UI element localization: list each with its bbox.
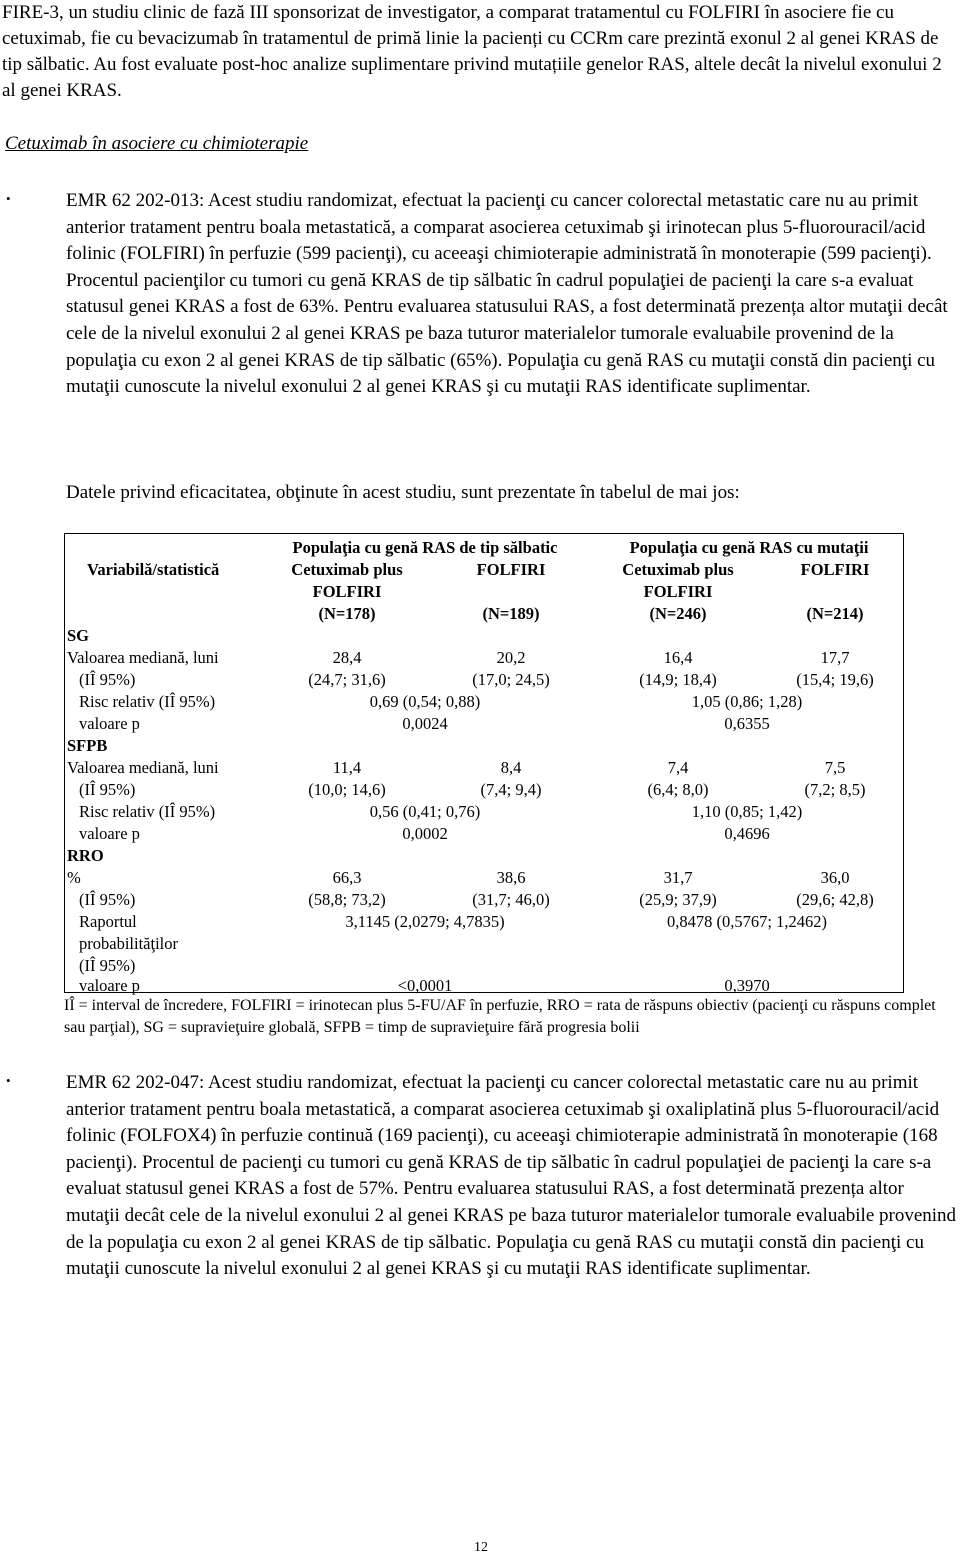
row-label: probabilităţilor bbox=[79, 934, 178, 953]
table-intro: Datele privind eficacitatea, obţinute în acest studiu, sunt prezentate în tabelul de mai jos: bbox=[66, 482, 740, 503]
n-value: (N=189) bbox=[482, 604, 540, 623]
table-cell: 20,2 bbox=[496, 648, 526, 667]
sfpb-heading: SFPB bbox=[67, 736, 108, 755]
table-cell: 8,4 bbox=[500, 758, 522, 777]
table-footnote: IÎ = interval de încredere, FOLFIRI = irinotecan plus 5-FU/AF în perfuzie, RRO = rata de răspuns obiectiv (pacienţi cu răspuns complet sau parţial), SG = supravieţuire globală, SFPB = timp de supravieţuire fără progresia bolii bbox=[64, 997, 936, 1036]
table-cell: <0,0001 bbox=[397, 976, 453, 995]
table-cell: (10,0; 14,6) bbox=[308, 780, 386, 799]
table-cell: 28,4 bbox=[332, 648, 362, 667]
table-cell: 0,8478 (0,5767; 1,2462) bbox=[667, 912, 827, 931]
table-cell: 0,56 (0,41; 0,76) bbox=[369, 802, 481, 821]
study-1-paragraph: EMR 62 202-013: Acest studiu randomizat, efectuat la pacienţi cu cancer colorectal metastatic care nu au primit anterior tratament pentru boala metastatică, a comparat asocierea cetuximab şi irinotecan plus 5-fluorouracil/acid folinic (FOLFIRI) în perfuzie (599 pacienţi), cu aceeaşi chimioterapie administrată în monoterapie (599 pacienţi). Procentul pacienţilor cu tumori cu genă KRAS de tip sălbatic în cadrul populaţiei de pacienţi la care s-a evaluat statusul genei KRAS a fost de 63%. Pentru evaluarea statusului RAS, a fost determinată prezența altor mutaţii decât cele de la nivelul exonului 2 al genei KRAS pe baza tuturor materialelor tumorale evaluabile provenind de la populaţia cu exon 2 al genei KRAS de tip sălbatic (65%). Populaţia cu genă RAS cu mutaţii constă din pacienţi cu mutaţii cunoscute la nivelul exonului 2 al genei KRAS şi cu mutaţii RAS identificate suplimentar. bbox=[66, 190, 948, 398]
table-cell: (6,4; 8,0) bbox=[647, 780, 709, 799]
row-label: Raportul bbox=[79, 912, 137, 931]
table-cell: 66,3 bbox=[332, 868, 362, 887]
table-cell: (17,0; 24,5) bbox=[472, 670, 550, 689]
col-header: FOLFIRI bbox=[643, 582, 713, 601]
table-cell: 11,4 bbox=[332, 758, 362, 777]
table-cell: 1,10 (0,85; 1,42) bbox=[691, 802, 803, 821]
table-cell: 17,7 bbox=[820, 648, 850, 667]
table-cell: 0,0002 bbox=[402, 824, 448, 843]
table-cell: 0,6355 bbox=[724, 714, 770, 733]
table-cell: 7,4 bbox=[667, 758, 689, 777]
row-label: valoare p bbox=[79, 714, 140, 733]
variable-header: Variabilă/statistică bbox=[87, 560, 220, 579]
row-label: valoare p bbox=[79, 976, 140, 995]
row-label: Risc relativ (IÎ 95%) bbox=[79, 802, 216, 821]
rro-heading: RRO bbox=[67, 846, 104, 865]
row-label: Risc relativ (IÎ 95%) bbox=[79, 692, 216, 711]
n-value: (N=214) bbox=[806, 604, 864, 623]
row-label: Valoarea mediană, luni bbox=[67, 758, 219, 777]
table-cell: 0,3970 bbox=[724, 976, 770, 995]
table-cell: (24,7; 31,6) bbox=[308, 670, 386, 689]
table-cell: (58,8; 73,2) bbox=[308, 890, 386, 909]
row-label: (IÎ 95%) bbox=[79, 890, 136, 909]
table-cell: 0,0024 bbox=[402, 714, 448, 733]
table-cell: (25,9; 37,9) bbox=[639, 890, 717, 909]
row-label: (IÎ 95%) bbox=[79, 670, 136, 689]
table-cell: (15,4; 19,6) bbox=[796, 670, 874, 689]
col-header: FOLFIRI bbox=[312, 582, 382, 601]
efficacy-table bbox=[64, 533, 904, 993]
page-number: 12 bbox=[474, 1540, 488, 1555]
row-label: % bbox=[67, 868, 81, 887]
col-header: Cetuximab plus bbox=[622, 560, 734, 579]
col-header: FOLFIRI bbox=[476, 560, 546, 579]
n-value: (N=246) bbox=[649, 604, 707, 623]
table-cell: (7,4; 9,4) bbox=[480, 780, 542, 799]
n-value: (N=178) bbox=[318, 604, 376, 623]
row-label: valoare p bbox=[79, 824, 140, 843]
table-cell: 36,0 bbox=[820, 868, 850, 887]
study-2-paragraph: EMR 62 202-047: Acest studiu randomizat, efectuat la pacienţi cu cancer colorectal metastatic care nu au primit anterior tratament pentru boala metastatică, a comparat asocierea cetuximab şi oxaliplatină plus 5-fluorouracil/acid folinic (FOLFOX4) în perfuzie continuă (169 pacienţi), cu aceeaşi chimioterapie administrată în monoterapie (168 pacienţi). Procentul de pacienţi cu tumori cu genă KRAS de tip sălbatic în cadrul populaţiei de pacienţi la care s-a evaluat statusul genei KRAS a fost de 57%. Pentru evaluarea statusului RAS, a fost determinată prezența altor mutaţii decât cele de la nivelul exonului 2 al genei KRAS pe baza tuturor materialelor tumorale evaluabile provenind de la populaţia cu exon 2 al genei KRAS de tip sălbatic. Populaţia cu genă RAS cu mutaţii constă din pacienţi cu mutaţii cunoscute la nivelul exonului 2 al genei KRAS şi cu mutaţii RAS identificate suplimentar. bbox=[66, 1072, 957, 1280]
table-cell: 1,05 (0,86; 1,28) bbox=[691, 692, 803, 711]
section-heading: Cetuximab în asociere cu chimioterapie bbox=[5, 133, 309, 154]
sg-heading: SG bbox=[67, 626, 90, 645]
row-label: (IÎ 95%) bbox=[79, 780, 136, 799]
bullet-icon: • bbox=[6, 191, 11, 206]
intro-paragraph: FIRE-3, un studiu clinic de fază III sponsorizat de investigator, a comparat tratamentul cu FOLFIRI în asociere fie cu cetuximab, fie cu bevacizumab în tratamentul de primă linie la pacienți cu CCRm care prezintă exonul 2 al genei KRAS de tip sălbatic. Au fost evaluate post-hoc analize suplimentare privind mutațiile genelor RAS, altele decât la nivelul exonului 2 al genei KRAS. bbox=[2, 2, 942, 101]
table-cell: (7,2; 8,5) bbox=[804, 780, 866, 799]
table-cell: 31,7 bbox=[663, 868, 693, 887]
group1-header: Populaţia cu genă RAS de tip sălbatic bbox=[292, 538, 558, 557]
table-cell: 3,1145 (2,0279; 4,7835) bbox=[345, 912, 505, 931]
row-label: Valoarea mediană, luni bbox=[67, 648, 219, 667]
table-cell: (29,6; 42,8) bbox=[796, 890, 874, 909]
col-header: Cetuximab plus bbox=[291, 560, 403, 579]
table-cell: 0,69 (0,54; 0,88) bbox=[369, 692, 481, 711]
group2-header: Populaţia cu genă RAS cu mutaţii bbox=[629, 538, 869, 557]
table-cell: 7,5 bbox=[824, 758, 846, 777]
table-cell: (14,9; 18,4) bbox=[639, 670, 717, 689]
table-cell: 38,6 bbox=[496, 868, 526, 887]
bullet-icon: • bbox=[6, 1073, 11, 1088]
table-cell: 16,4 bbox=[663, 648, 693, 667]
table-cell: 0,4696 bbox=[724, 824, 770, 843]
col-header: FOLFIRI bbox=[800, 560, 870, 579]
table-cell: (31,7; 46,0) bbox=[472, 890, 550, 909]
row-label: (IÎ 95%) bbox=[79, 956, 136, 975]
